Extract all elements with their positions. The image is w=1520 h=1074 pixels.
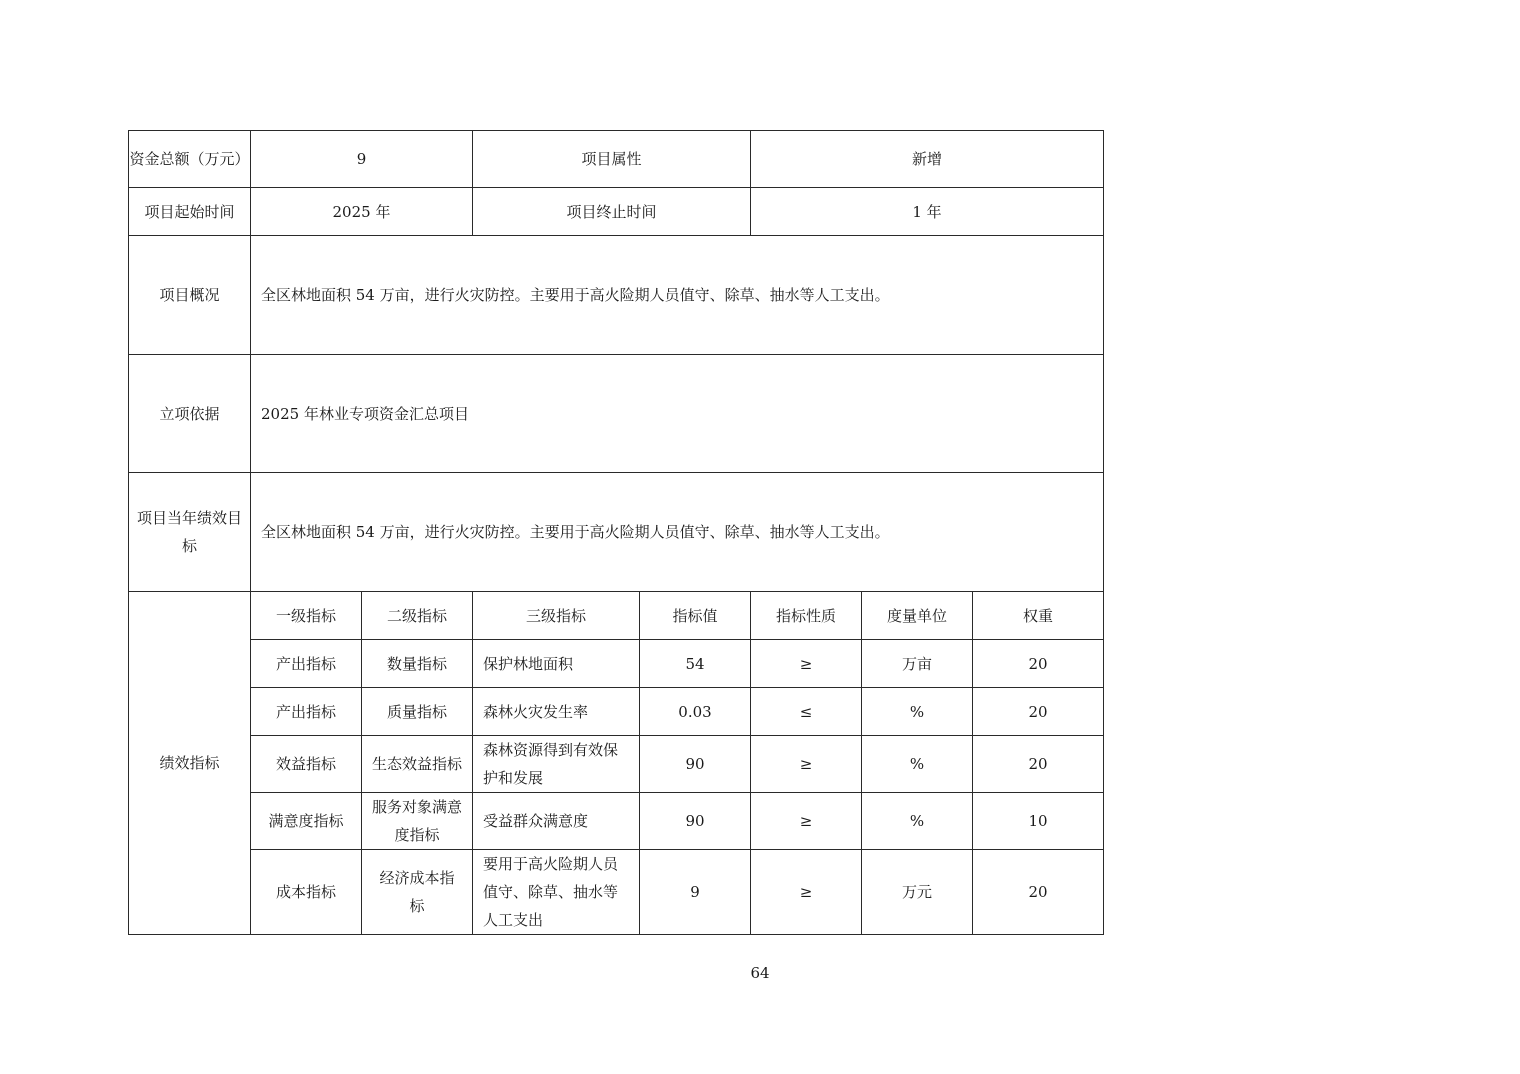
weight-cell: 20 (973, 640, 1104, 688)
time-row (129, 188, 1104, 236)
level2-cell: 经济成本指标 (362, 850, 473, 935)
unit-cell: % (862, 736, 973, 793)
level1-cell: 效益指标 (251, 736, 362, 793)
header-unit: 度量单位 (862, 592, 973, 640)
header-nature: 指标性质 (751, 592, 862, 640)
basis-row (129, 355, 1104, 473)
weight-cell: 20 (973, 736, 1104, 793)
nature-cell: ≥ (751, 640, 862, 688)
level2-cell: 服务对象满意度指标 (362, 793, 473, 850)
goal-label: 项目当年绩效目标 (129, 473, 251, 592)
fund-value: 9 (251, 131, 473, 188)
level3-cell: 受益群众满意度 (473, 793, 640, 850)
end-label: 项目终止时间 (473, 188, 751, 236)
level3-cell: 森林资源得到有效保护和发展 (473, 736, 640, 793)
overview-label: 项目概况 (129, 236, 251, 355)
goal-value: 全区林地面积 54 万亩，进行火灾防控。主要用于高火险期人员值守、除草、抽水等人工支出。 (251, 473, 1104, 592)
value-cell: 54 (640, 640, 751, 688)
table-row (129, 688, 1104, 736)
attr-label: 项目属性 (473, 131, 751, 188)
level2-cell: 生态效益指标 (362, 736, 473, 793)
basis-label: 立项依据 (129, 355, 251, 473)
nature-cell: ≥ (751, 793, 862, 850)
level1-cell: 产出指标 (251, 688, 362, 736)
value-cell: 0.03 (640, 688, 751, 736)
page-number: 64 (750, 964, 770, 982)
level1-cell: 产出指标 (251, 640, 362, 688)
start-value: 2025 年 (251, 188, 473, 236)
fund-row (129, 131, 1104, 188)
level1-cell: 满意度指标 (251, 793, 362, 850)
header-level3: 三级指标 (473, 592, 640, 640)
level3-cell: 要用于高火险期人员值守、除草、抽水等人工支出 (473, 850, 640, 935)
project-performance-table (128, 130, 1104, 935)
weight-cell: 10 (973, 793, 1104, 850)
value-cell: 90 (640, 736, 751, 793)
header-level2: 二级指标 (362, 592, 473, 640)
fund-label: 资金总额（万元） (129, 131, 251, 188)
level1-cell: 成本指标 (251, 850, 362, 935)
header-level1: 一级指标 (251, 592, 362, 640)
end-value: 1 年 (751, 188, 1104, 236)
nature-cell: ≥ (751, 850, 862, 935)
weight-cell: 20 (973, 688, 1104, 736)
value-cell: 9 (640, 850, 751, 935)
unit-cell: % (862, 688, 973, 736)
attr-value: 新增 (751, 131, 1104, 188)
overview-row (129, 236, 1104, 355)
value-cell: 90 (640, 793, 751, 850)
level2-cell: 质量指标 (362, 688, 473, 736)
table-row (129, 793, 1104, 850)
basis-value: 2025 年林业专项资金汇总项目 (251, 355, 1104, 473)
indicators-section-label: 绩效指标 (129, 592, 251, 935)
header-value: 指标值 (640, 592, 751, 640)
table-row (129, 850, 1104, 935)
nature-cell: ≥ (751, 736, 862, 793)
table-row (129, 736, 1104, 793)
unit-cell: 万亩 (862, 640, 973, 688)
table-row (129, 640, 1104, 688)
header-weight: 权重 (973, 592, 1104, 640)
weight-cell: 20 (973, 850, 1104, 935)
level3-cell: 保护林地面积 (473, 640, 640, 688)
overview-value: 全区林地面积 54 万亩，进行火灾防控。主要用于高火险期人员值守、除草、抽水等人工支出。 (251, 236, 1104, 355)
start-label: 项目起始时间 (129, 188, 251, 236)
level2-cell: 数量指标 (362, 640, 473, 688)
indicator-header-row (129, 592, 1104, 640)
unit-cell: 万元 (862, 850, 973, 935)
goal-row (129, 473, 1104, 592)
unit-cell: % (862, 793, 973, 850)
level3-cell: 森林火灾发生率 (473, 688, 640, 736)
nature-cell: ≤ (751, 688, 862, 736)
